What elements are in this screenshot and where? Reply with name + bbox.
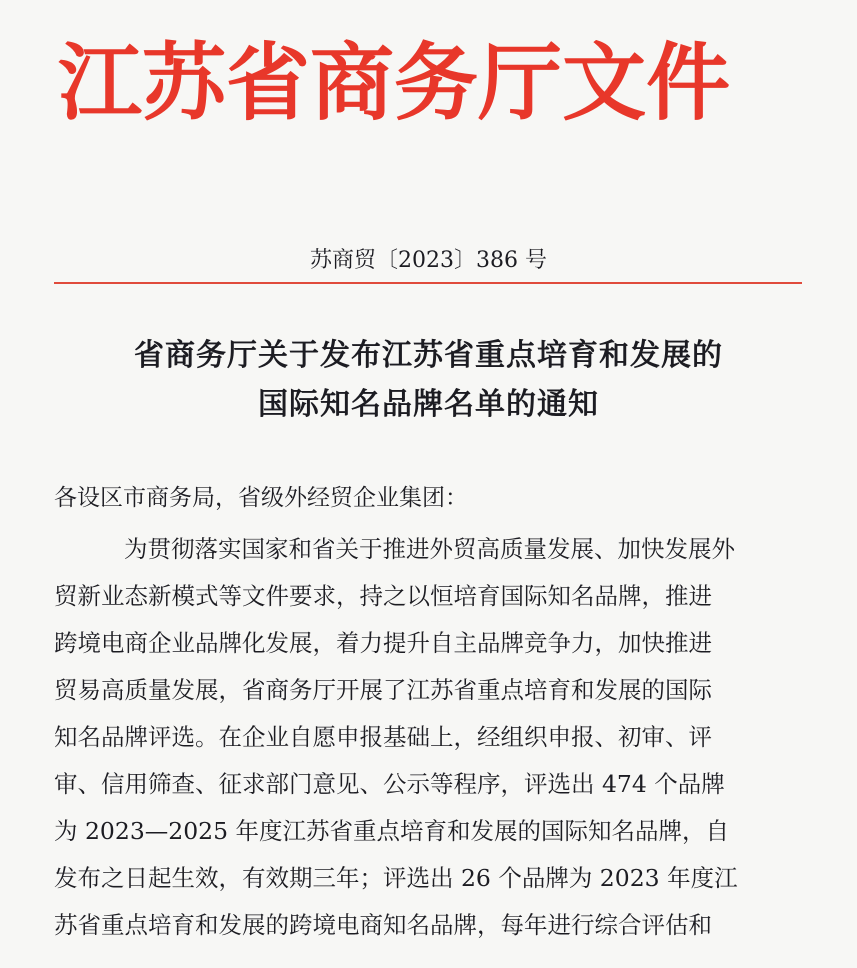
- document-title: 江苏省商务厅文件: [58, 34, 731, 132]
- notice-heading-line-1: 省商务厅关于发布江苏省重点培育和发展的: [134, 338, 723, 373]
- body-line: 苏省重点培育和发展的跨境电商知名品牌，每年进行综合评估和: [54, 911, 712, 939]
- body-line: 知名品牌评选。在企业自愿申报基础上，经组织申报、初审、评: [54, 723, 712, 751]
- body-line: 发布之日起生效，有效期三年；评选出 26 个品牌为 2023 年度江: [54, 864, 738, 892]
- red-divider: [54, 282, 802, 284]
- body-line: 贸新业态新模式等文件要求，持之以恒培育国际知名品牌，推进: [54, 582, 712, 610]
- body-line: 为 2023—2025 年度江苏省重点培育和发展的国际知名品牌，自: [54, 817, 730, 845]
- salutation: 各设区市商务局，省级外经贸企业集团：: [54, 485, 468, 511]
- body-line: 审、信用筛查、征求部门意见、公示等程序，评选出 474 个品牌: [54, 770, 725, 798]
- body-line: 贸易高质量发展，省商务厅开展了江苏省重点培育和发展的国际: [54, 676, 712, 704]
- body-line: 跨境电商企业品牌化发展，着力提升自主品牌竞争力，加快推进: [54, 629, 712, 657]
- body-text: [54, 532, 800, 955]
- notice-heading-line-2: 国际知名品牌名单的通知: [258, 387, 599, 422]
- document-number: 苏商贸〔2023〕386 号: [310, 248, 547, 273]
- body-line: 为贯彻落实国家和省关于推进外贸高质量发展、加快发展外: [124, 535, 735, 563]
